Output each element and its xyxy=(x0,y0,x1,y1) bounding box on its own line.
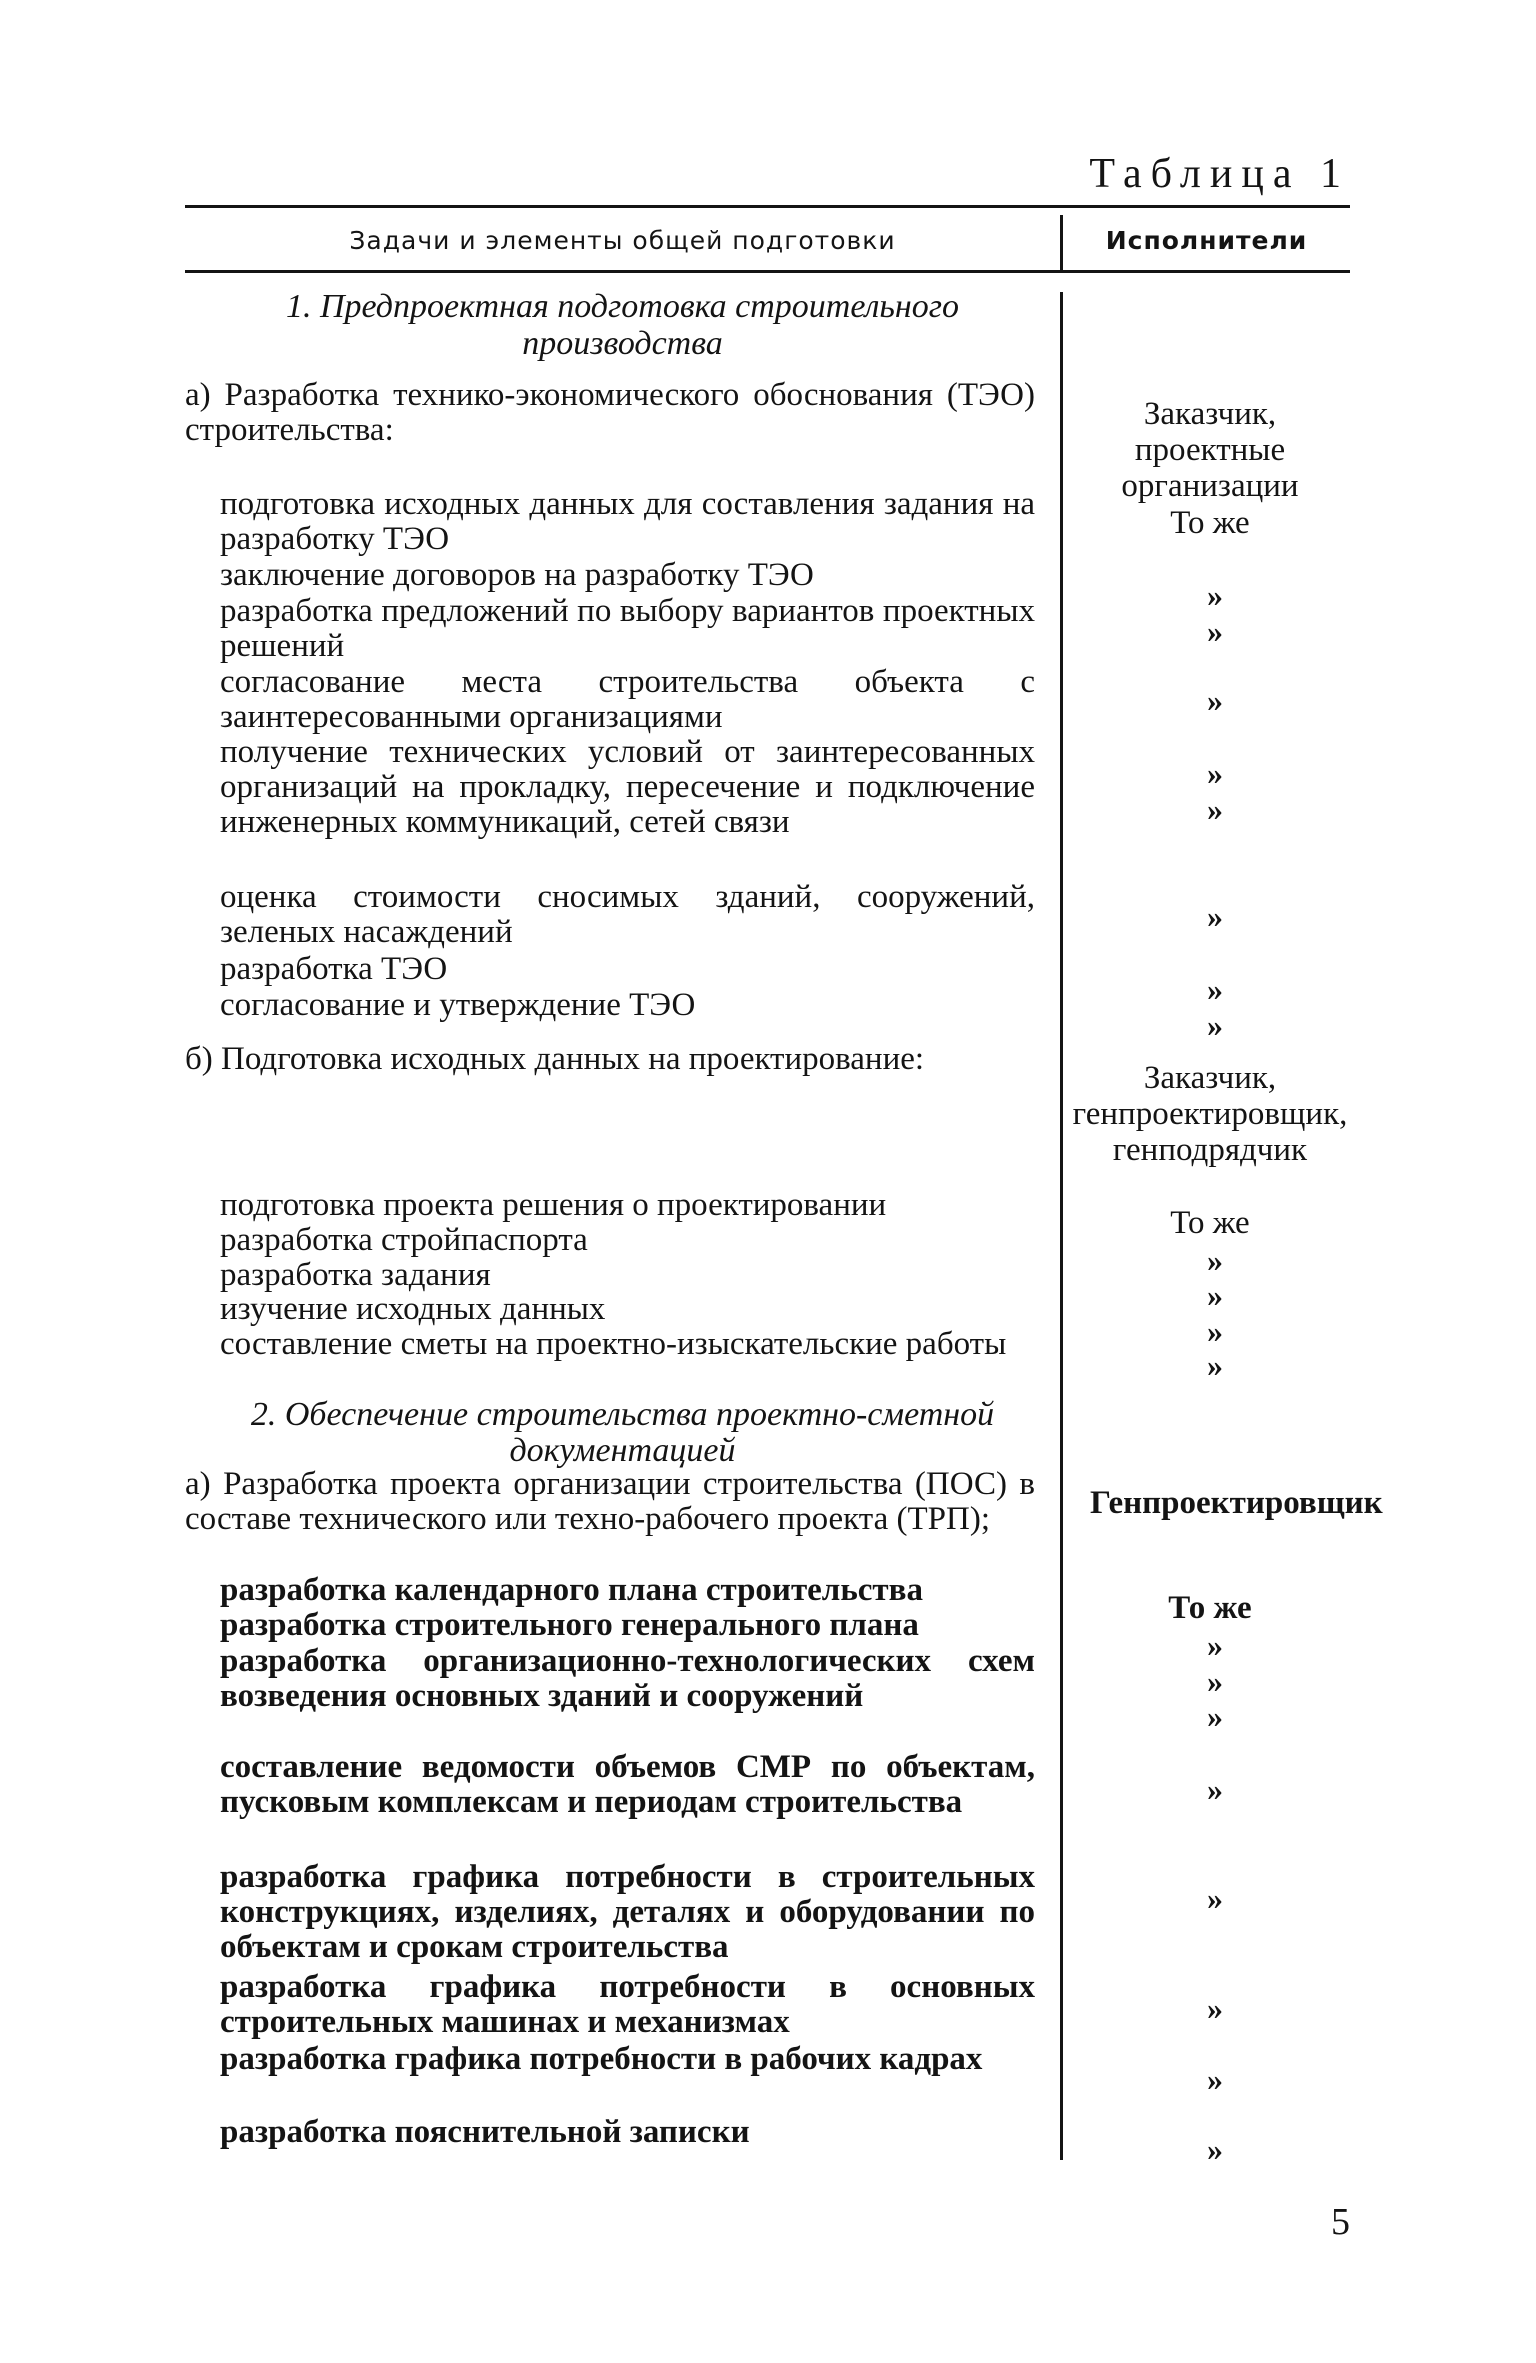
s1a-exec-3: » xyxy=(1207,682,1223,718)
s1b-item-0: подготовка проекта решения о проектировании xyxy=(220,1187,887,1223)
s1a-item-7: согласование и утверждение ТЭО xyxy=(220,987,696,1023)
s2a-exec-0: То же xyxy=(1168,1590,1252,1626)
s2a-exec-7: » xyxy=(1207,2131,1223,2167)
s2a-item-0: разработка календарного плана строительства xyxy=(220,1572,923,1608)
section1-a-text: а) Разработка технико-экономического обоснования (ТЭО) строительства: xyxy=(185,377,1035,448)
header-top-rule xyxy=(185,205,1350,208)
s2a-exec-1: » xyxy=(1207,1627,1223,1663)
s2a-exec-2: » xyxy=(1207,1663,1223,1699)
section1-b-text: б) Подготовка исходных данных на проектирование: xyxy=(185,1041,925,1077)
s2a-item-2: разработка организационно-технологических схем возведения основных зданий и сооружений xyxy=(220,1643,1035,1714)
s1a-item-0: подготовка исходных данных для составления задания на разработку ТЭО xyxy=(220,486,1035,557)
s1a-exec-1: » xyxy=(1207,577,1223,613)
s2a-item-3: составление ведомости объемов СМР по объектам, пусковым комплексам и периодам строительства xyxy=(220,1749,1035,1820)
page-number: 5 xyxy=(1331,2201,1350,2243)
s1b-exec-4: » xyxy=(1207,1347,1223,1383)
s1a-item-5: оценка стоимости сносимых зданий, сооружений, зеленых насаждений xyxy=(220,879,1035,950)
s2a-item-1: разработка строительного генерального плана xyxy=(220,1607,919,1643)
s1a-exec-4: » xyxy=(1207,755,1223,791)
s1a-exec-0: То же xyxy=(1170,505,1250,541)
s1a-item-3: согласование места строительства объекта с заинтересованными организациями xyxy=(220,664,1035,735)
s2a-exec-5: » xyxy=(1207,1990,1223,2026)
s1b-item-4: составление сметы на проектно-изыскательские работы xyxy=(220,1326,1007,1362)
section1-a-executor: Заказчик, проектные организации xyxy=(1121,396,1299,504)
s2a-exec-4: » xyxy=(1207,1880,1223,1916)
section2-number: 2. xyxy=(250,1396,277,1433)
s1a-item-6: разработка ТЭО xyxy=(220,951,448,987)
s2a-item-6: разработка графика потребности в рабочих кадрах xyxy=(220,2041,983,2077)
section2-a-text: а) Разработка проекта организации строительства (ПОС) в составе технического или техно-рабочего проекта (ТРП); xyxy=(185,1466,1035,1537)
s2a-exec-6: » xyxy=(1207,2061,1223,2097)
s1a-exec-6: » xyxy=(1207,971,1223,1007)
s1b-item-2: разработка задания xyxy=(220,1257,491,1293)
section1-b-executor: Заказчик, генпроектировщик, генподрядчик xyxy=(1072,1060,1348,1168)
section1-title-line2: производства xyxy=(522,325,723,362)
section2-a-executor: Генпроектировщик xyxy=(1090,1485,1383,1521)
s1b-item-3: изучение исходных данных xyxy=(220,1291,606,1327)
s1b-exec-1: » xyxy=(1207,1242,1223,1278)
body-column-separator xyxy=(1060,292,1063,2160)
s1b-item-1: разработка стройпаспорта xyxy=(220,1222,588,1258)
s1b-exec-3: » xyxy=(1207,1313,1223,1349)
section1-title-line1: Предпроектная подготовка строительного xyxy=(319,288,960,325)
s1a-exec-5: » xyxy=(1207,898,1223,934)
s1a-item-4: получение технических условий от заинтересованных организаций на прокладку, пересечение и подключение инженерных коммуникаций, сетей связи xyxy=(220,734,1035,840)
s2a-item-7: разработка пояснительной записки xyxy=(220,2114,750,2150)
table-title: Таблица 1 xyxy=(1089,151,1350,197)
s1a-item-2: разработка предложений по выбору вариантов проектных решений xyxy=(220,593,1035,664)
header-tasks: Задачи и элементы общей подготовки xyxy=(349,226,896,255)
s2a-exec-2b: » xyxy=(1207,1698,1223,1734)
s1b-exec-0: То же xyxy=(1170,1205,1250,1241)
s1b-exec-2: » xyxy=(1207,1277,1223,1313)
s1a-item-1: заключение договоров на разработку ТЭО xyxy=(220,557,814,593)
section2-title-line2: документацией xyxy=(509,1432,736,1469)
s1a-exec-7: » xyxy=(1207,1007,1223,1043)
section2-title-line1: Обеспечение строительства проектно-сметной xyxy=(284,1396,995,1433)
header-bottom-rule xyxy=(185,270,1350,273)
s2a-item-5: разработка графика потребности в основных строительных машинах и механизмах xyxy=(220,1969,1035,2040)
section2-title xyxy=(185,1396,1060,1434)
s1a-exec-2: » xyxy=(1207,613,1223,649)
section1-title xyxy=(185,288,1060,326)
s2a-item-4: разработка графика потребности в строительных конструкциях, изделиях, деталях и оборудовании по объектам и срокам строительства xyxy=(220,1859,1035,1965)
section1-number: 1. xyxy=(285,288,312,325)
s2a-exec-3: » xyxy=(1207,1771,1223,1807)
header-executors: Исполнители xyxy=(1105,226,1308,255)
s1a-exec-4b: » xyxy=(1207,791,1223,827)
